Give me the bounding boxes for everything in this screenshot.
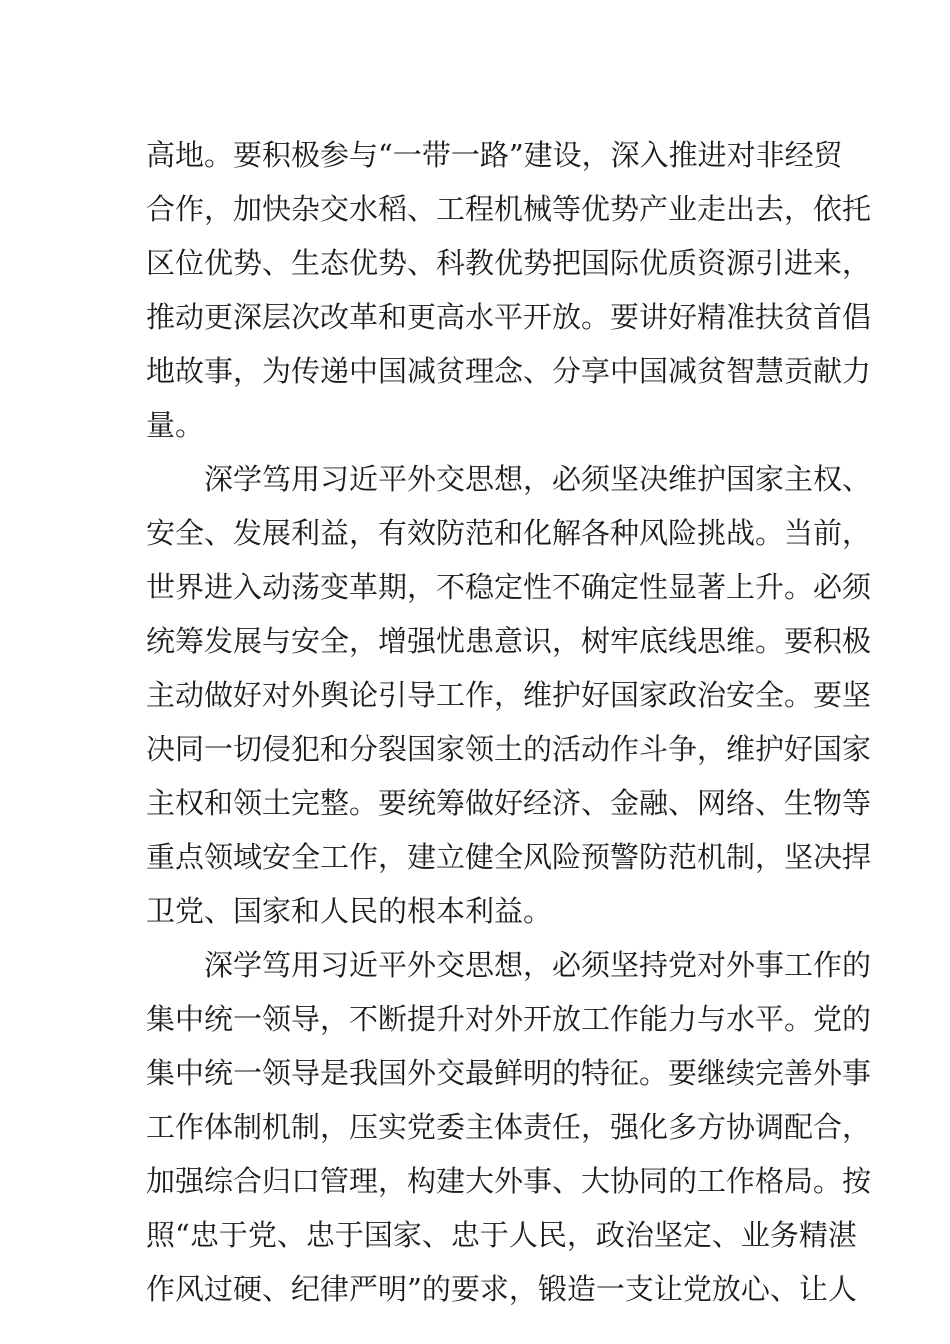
paragraph-start-line: 深学笃用习近平外交思想，必须坚决维护国家主权、 (204, 462, 872, 496)
text-line: 主权和领土完整。要统筹做好经济、金融、网络、生物等 (146, 786, 872, 820)
paragraph-start-line: 深学笃用习近平外交思想，必须坚持党对外事工作的 (204, 948, 872, 982)
text-line: 集中统一领导，不断提升对外开放工作能力与水平。党的 (146, 1002, 872, 1036)
text-line: 主动做好对外舆论引导工作，维护好国家政治安全。要坚 (146, 678, 872, 712)
text-line: 合作，加快杂交水稻、工程机械等优势产业走出去，依托 (146, 192, 872, 226)
text-line: 作风过硬、纪律严明”的要求，锻造一支让党放心、让人 (146, 1272, 857, 1306)
text-line: 世界进入动荡变革期，不稳定性不确定性显著上升。必须 (146, 570, 872, 604)
text-line: 统筹发展与安全，增强忧患意识，树牢底线思维。要积极 (146, 624, 872, 658)
text-line: 重点领域安全工作，建立健全风险预警防范机制，坚决捍 (146, 840, 872, 874)
text-line: 卫党、国家和人民的根本利益。 (146, 894, 553, 928)
text-line: 决同一切侵犯和分裂国家领土的活动作斗争，维护好国家 (146, 732, 872, 766)
text-line: 加强综合归口管理，构建大外事、大协同的工作格局。按 (146, 1164, 872, 1198)
text-line: 区位优势、生态优势、科教优势把国际优质资源引进来， (146, 246, 872, 280)
text-line: 集中统一领导是我国外交最鲜明的特征。要继续完善外事 (146, 1056, 872, 1090)
text-line: 照“忠于党、忠于国家、忠于人民，政治坚定、业务精湛 (146, 1218, 857, 1252)
text-line: 安全、发展利益，有效防范和化解各种风险挑战。当前， (146, 516, 872, 550)
text-line: 高地。要积极参与“一带一路”建设，深入推进对非经贸 (146, 138, 843, 172)
text-line: 推动更深层次改革和更高水平开放。要讲好精准扶贫首倡 (146, 300, 872, 334)
text-line: 地故事，为传递中国减贫理念、分享中国减贫智慧贡献力 (146, 354, 872, 388)
text-line: 量。 (146, 408, 205, 442)
text-line: 工作体制机制，压实党委主体责任，强化多方协调配合， (146, 1110, 872, 1144)
body-text (146, 128, 872, 1316)
